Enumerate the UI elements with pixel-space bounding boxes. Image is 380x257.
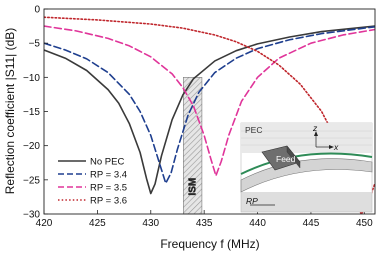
inset-label-rp: RP [246, 196, 258, 206]
y-tick-label: −5 [28, 38, 40, 50]
inset-label-z: z [313, 123, 318, 133]
legend-label-rp-3-6: RP = 3.6 [90, 195, 128, 207]
x-axis-title-text: Frequency f (MHz) [160, 237, 260, 251]
x-tick-label: 430 [142, 218, 160, 229]
ism-band-label: ISM [187, 177, 199, 196]
inset-diagram [241, 123, 372, 212]
inset-label-pec: PEC [245, 125, 263, 135]
y-tick-label: −15 [23, 107, 40, 118]
x-tick-label: 450 [355, 218, 373, 229]
y-axis-title [3, 28, 17, 195]
y-tick-label: −10 [23, 72, 40, 84]
legend-label-rp-3-5: RP = 3.5 [90, 182, 128, 194]
inset-label-shell: Shell [318, 181, 337, 191]
y-axis-title-text: Reflection coefficient |S11| (dB) [3, 27, 17, 195]
legend [58, 157, 127, 207]
inset-label-feed: Feed [276, 154, 296, 164]
legend-label-rp-3-4: RP = 3.4 [90, 169, 128, 181]
x-tick-label: 425 [89, 218, 106, 229]
inset-lower-body [241, 192, 372, 212]
inset-label-x: x [334, 142, 339, 152]
x-tick-label: 435 [195, 218, 213, 229]
x-tick-label: 445 [302, 218, 320, 229]
y-tick-label: −30 [23, 209, 40, 221]
x-tick-label: 440 [249, 218, 266, 229]
y-tick-label: 0 [34, 4, 40, 16]
x-tick-label: 420 [35, 218, 53, 229]
x-axis-title [160, 237, 259, 251]
y-tick-label: −20 [23, 141, 40, 153]
legend-label-no-pec: No PEC [90, 156, 125, 168]
y-tick-label: −25 [23, 175, 40, 187]
